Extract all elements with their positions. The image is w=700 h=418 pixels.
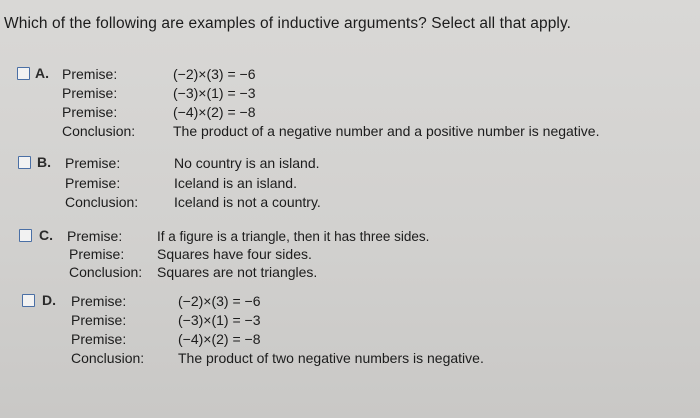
option-c-label-3: Conclusion: [69,264,143,280]
option-c-label-1: Premise: [67,228,123,244]
option-a-text-2: (−3)×(1) = −3 [173,85,256,101]
option-c-label-2: Premise: [69,246,125,262]
option-a-label-3: Premise: [62,104,118,120]
option-d-label-1: Premise: [71,293,127,309]
option-b-label-1: Premise: [65,155,121,171]
option-d-label-3: Premise: [71,331,127,347]
option-b-text-1: No country is an island. [174,155,320,171]
option-a-text-4: The product of a negative number and a positive number is negative. [173,123,600,139]
option-a-text-3: (−4)×(2) = −8 [173,104,256,120]
option-c-text-1: If a figure is a triangle, then it has three sides. [157,229,430,244]
option-d-letter: D. [42,292,56,308]
option-b-label-3: Conclusion: [65,194,139,210]
option-b-text-2: Iceland is an island. [174,175,297,191]
option-a-label-4: Conclusion: [62,123,136,139]
option-b-text-3: Iceland is not a country. [174,194,321,210]
option-b-label-2: Premise: [65,175,121,191]
option-d-text-4: The product of two negative numbers is negative. [178,350,484,366]
option-a-text-1: (−2)×(3) = −6 [173,66,256,82]
option-b-letter: B. [37,154,51,170]
option-a-letter: A. [35,65,49,81]
option-c-letter: C. [39,227,53,243]
option-b-checkbox[interactable] [18,156,31,169]
option-a-label-1: Premise: [62,66,118,82]
option-d-text-3: (−4)×(2) = −8 [178,331,261,347]
option-d-label-2: Premise: [71,312,127,328]
option-a-label-2: Premise: [62,85,118,101]
option-d-text-1: (−2)×(3) = −6 [178,293,261,309]
option-c-text-3: Squares are not triangles. [157,264,318,280]
question-text: Which of the following are examples of inductive arguments? Select all that apply. [4,15,572,32]
option-d-checkbox[interactable] [22,294,35,307]
option-a-checkbox[interactable] [17,67,30,80]
option-c-text-2: Squares have four sides. [157,246,312,262]
option-d-label-4: Conclusion: [71,350,145,366]
option-d-text-2: (−3)×(1) = −3 [178,312,261,328]
option-c-checkbox[interactable] [19,229,32,242]
